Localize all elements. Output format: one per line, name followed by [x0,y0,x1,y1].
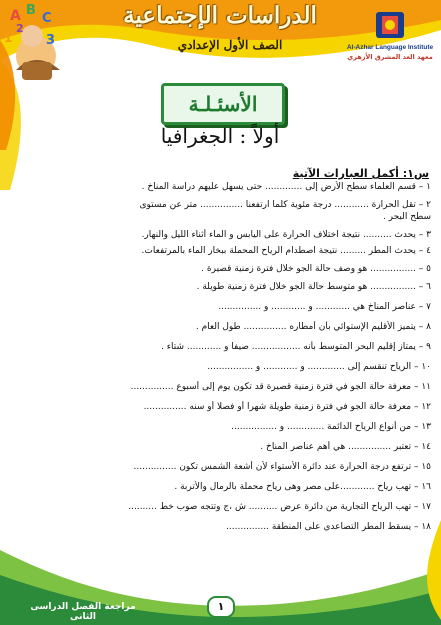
grade-label: الصف الأول الإعدادي [177,38,283,52]
question-item: ۱۸ – يسقط المطر التصاعدي على المنطقة ............... [226,522,431,532]
question-item: ۱۳ – من أنواع الرياح الدائمة ............. و ................ [231,422,431,432]
question-item: ٥ – ................ هو وصف حالة الجو خلال فترة زمنية قصيرة . [201,264,431,274]
question-item: ۳ – يحدث .......... نتيجة اختلاف الحرارة على اليابس و الماء أثناء الليل والنهار. [141,230,431,240]
section-title: أولاً : الجغرافيا [160,124,280,148]
question-item: ٧ – عناصر المناخ هي ............ و ............ و ............... [218,302,431,312]
institute-name-ar: معهد العد المشرق الأزهري [347,53,433,61]
question-item: ۲ – تقل الحرارة ............ درجة مئوية كلما ارتفعنا ............... متر عن مستوى [139,200,431,210]
institute-name-en: Al-Azhar Language Institute [346,44,434,51]
banner-label: الأسئـلـة [188,92,258,116]
page-number: ۱ [207,596,235,618]
question-item-continuation: سطح البحر . [382,212,431,222]
question-group-title: س۱: أكمل العبارات الآتية [292,167,429,180]
question-item: ٤ – يحدث المطر ......... نتيجة اصطدام الرياح المحملة ببخار الماء بالمرتفعات. [141,246,431,256]
question-item: ۱٥ – ترتفع درجة الحرارة عند دائرة الأستواء لأن أشعة الشمس تكون ............... [133,462,431,472]
question-item: ۱۰ – الرياح تنقسم إلى ............. و ............ و ................ [207,362,431,372]
svg-text:A: A [10,8,21,24]
svg-text:C: C [42,11,52,26]
question-list [30,181,431,533]
svg-text:3: 3 [46,33,56,48]
subject-title: الدراسات الإجتماعية [123,2,317,29]
question-item: ٦ – ................ هو متوسط حالة الجو خلال فترة زمنية طويلة . [196,282,431,292]
question-item: ۱۲ – معرفة حالة الجو في فترة زمنية طويلة شهرا أو فصلا أو سنه ............... [143,402,431,412]
questions-banner [161,83,285,125]
question-item: ۱٦ – تهب رياح ............على مصر وهى رياح محملة بالرمال والأتربة . [174,482,431,492]
svg-text:1: 1 [4,31,13,45]
question-item: ٩ – يمتاز إقليم البحر المتوسط بأنه ................. صيفا و ............ شتاء . [161,342,431,352]
question-item: ۱ – قسم العلماء سطح الأرض إلى ............. حتى يسهل عليهم دراسة المناخ . [141,182,431,192]
question-item: ۱۱ – معرفة حالة الجو في فترة زمنية قصيرة قد تكون يوم إلى أسبوع ............... [130,382,431,392]
footer-label: مراجعة الفصل الدراسى الثانى [30,602,136,622]
svg-text:B: B [26,3,36,18]
question-item: ٨ – يتميز الأقليم الإستوائي بأن أمطاره ............... طول العام . [195,322,431,332]
question-item: ۱۷ – تهب الرياح التجارية من دائرة عرض .......... ش ،ج وتتجه صوب خط .......... [128,502,431,512]
svg-text:2: 2 [16,22,24,35]
question-item: ۱٤ – تعتبر ............... هي أهم عناصر المناخ . [260,442,431,452]
kids-abc-logo [2,0,112,85]
